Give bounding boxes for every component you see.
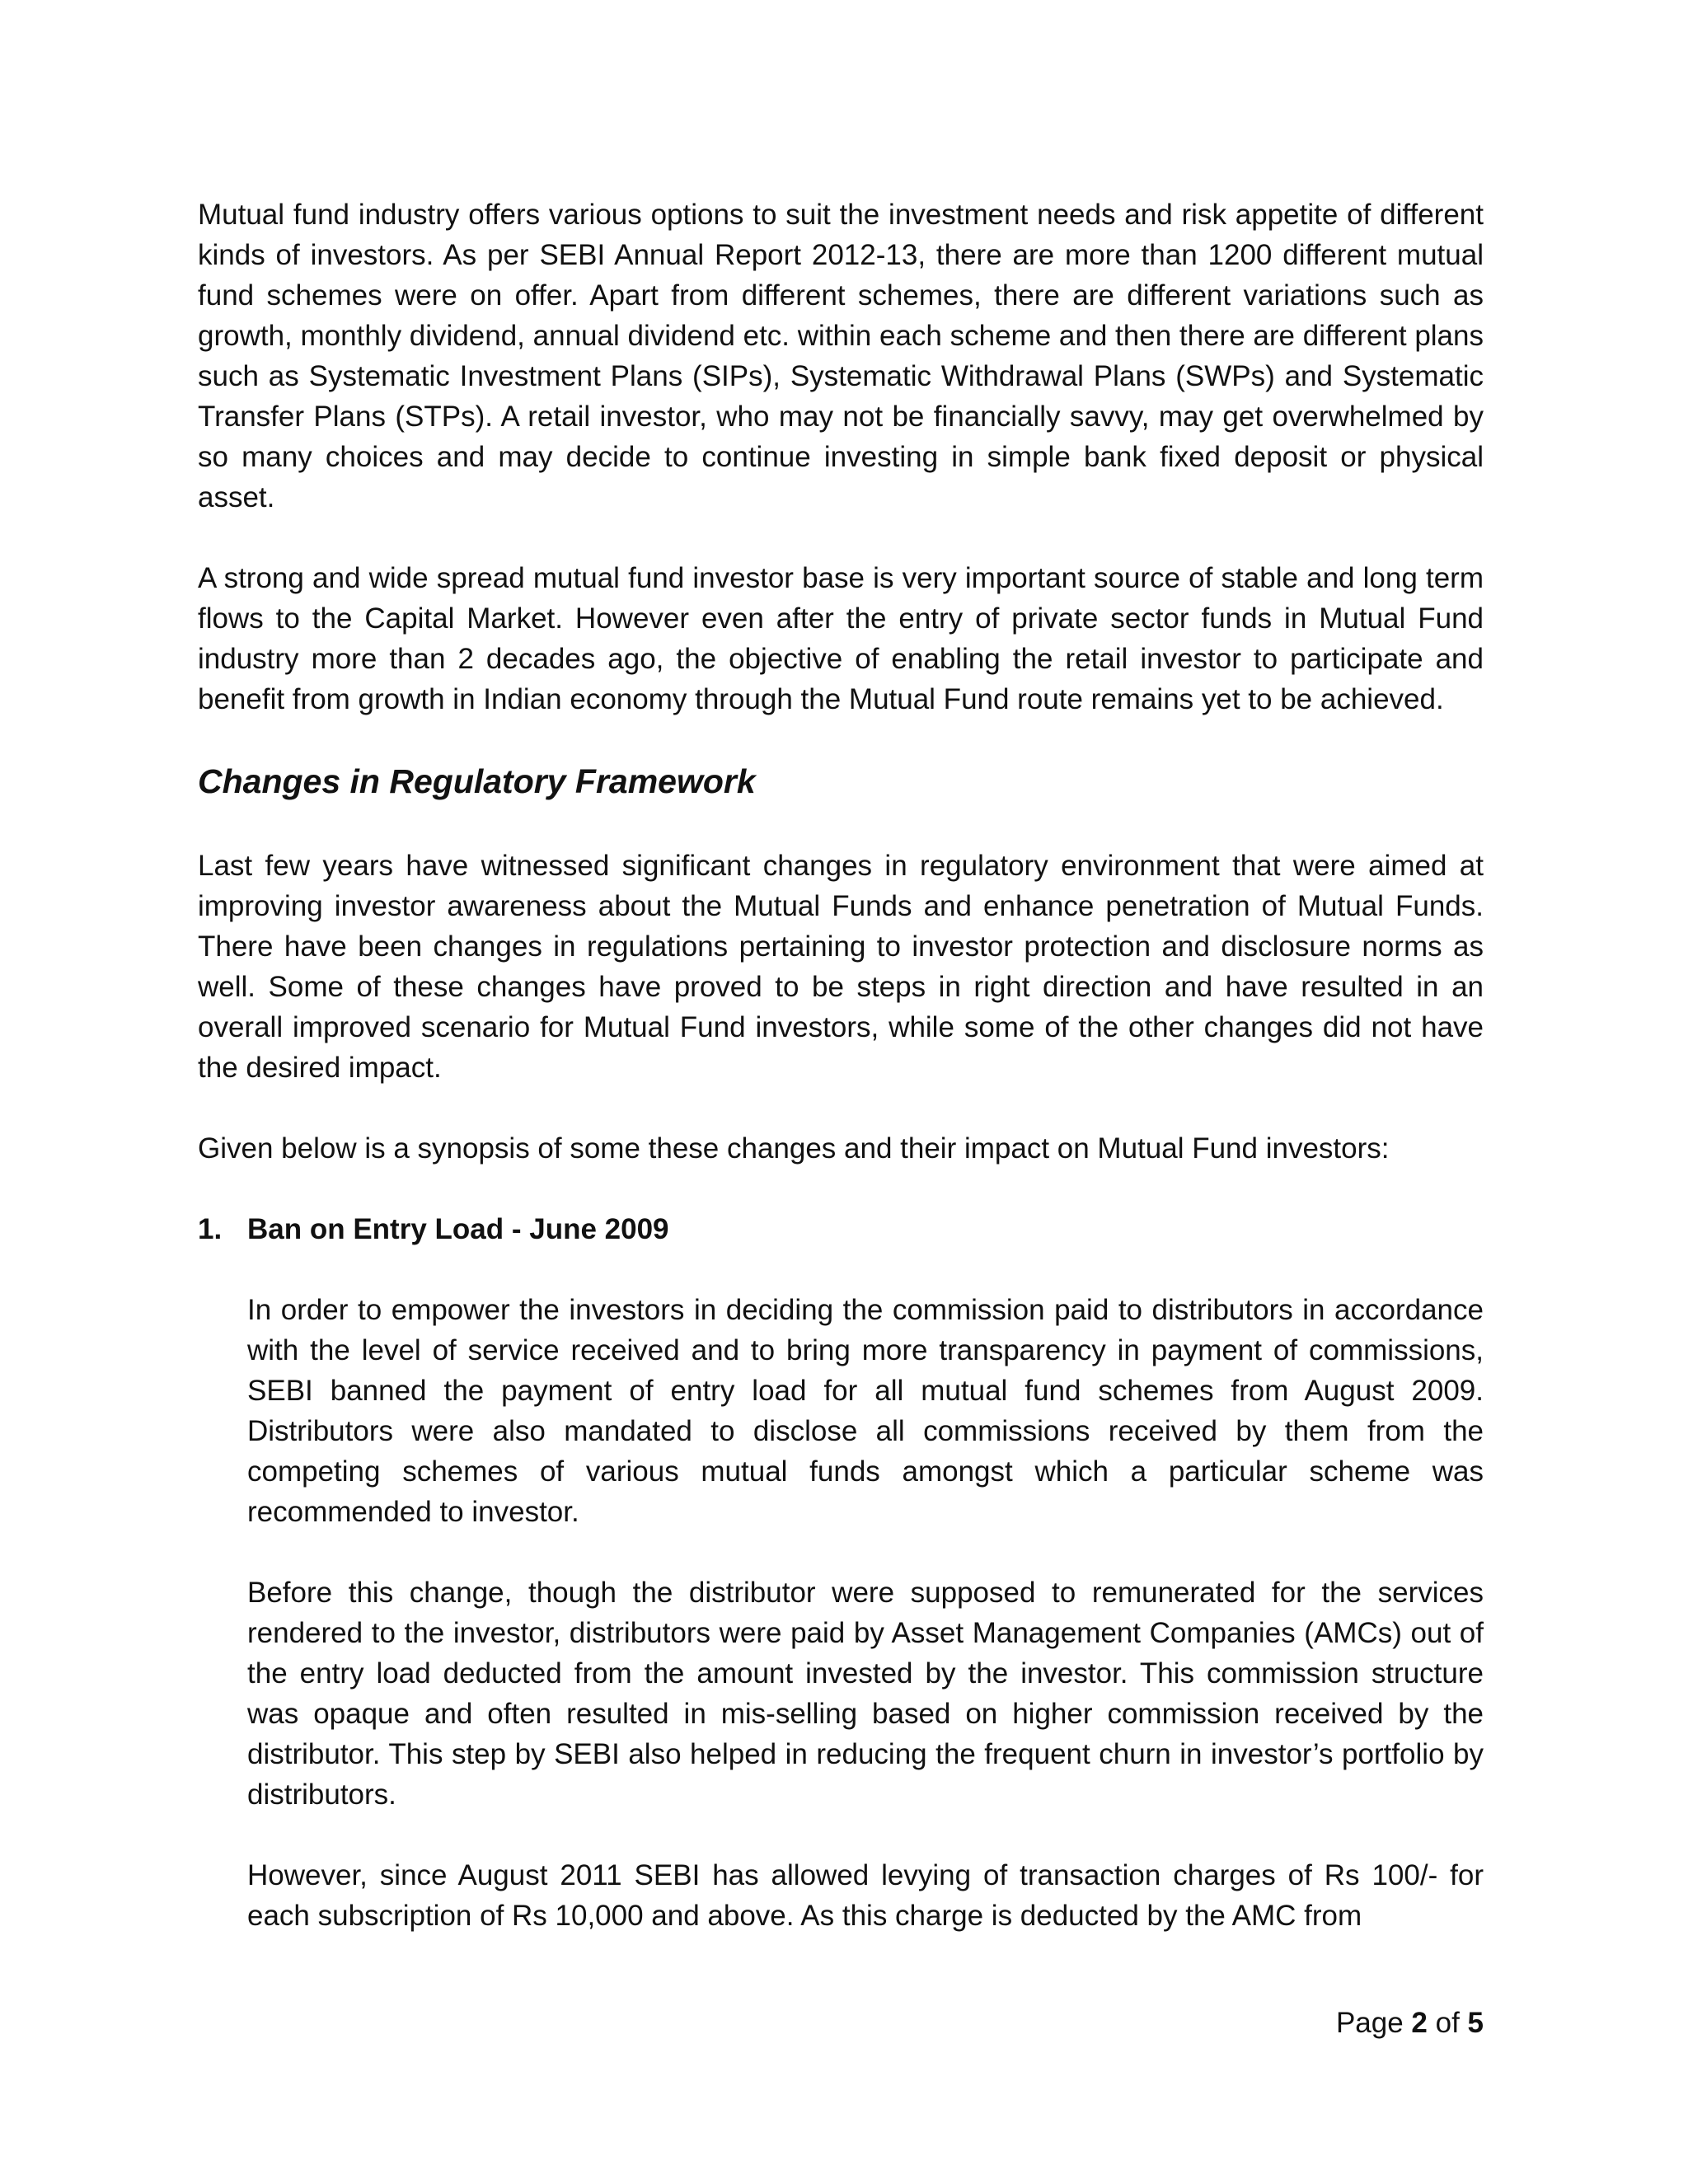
intro-paragraph-2: A strong and wide spread mutual fund investor base is very important source of stable and long term flows to the Capital Market. However even after the entry of private sector funds in Mutual Fund industry more than 2 decades ago, the objective of enabling the retail investor to participate and benefit from growth in Indian economy through the Mutual Fund route remains yet to be achieved. (198, 562, 1484, 715)
section-heading: Changes in Regulatory Framework (198, 762, 756, 800)
page-content (198, 194, 1484, 1936)
list-item-paragraph-3: However, since August 2011 SEBI has allowed levying of transaction charges of Rs 100/- for each subscription of Rs 10,000 and above. As this charge is deducted by the AMC from (247, 1859, 1484, 1932)
intro-paragraph-1: Mutual fund industry offers various options to suit the investment needs and risk appetite of different kinds of investors. As per SEBI Annual Report 2012-13, there are more than 1200 different mutual fund schemes were on offer. Apart from different schemes, there are different variations such as growth, monthly dividend, annual dividend etc. within each scheme and then there are different plans such as Systematic Investment Plans (SIPs), Systematic Withdrawal Plans (SWPs) and Systematic Transfer Plans (STPs). A retail investor, who may not be financially savvy, may get overwhelmed by so many choices and may decide to continue investing in simple bank fixed deposit or physical asset. (198, 199, 1484, 513)
page-label-prefix: Page (1335, 2007, 1412, 2039)
page-number-footer (1336, 2003, 1484, 2043)
section-paragraph-2: Given below is a synopsis of some these changes and their impact on Mutual Fund investors: (198, 1132, 1390, 1165)
list-item-title (198, 1209, 1484, 1249)
total-page-count: 5 (1467, 2007, 1484, 2039)
current-page-number: 2 (1411, 2007, 1428, 2039)
list-item-title-text: Ban on Entry Load - June 2009 (247, 1213, 669, 1245)
list-item-number: 1. (198, 1213, 223, 1245)
list-item-body (247, 1290, 1484, 1936)
section-paragraph-1: Last few years have witnessed significant changes in regulatory environment that were aimed at improving investor awareness about the Mutual Funds and enhance penetration of Mutual Funds. There have been changes in regulations pertaining to investor protection and disclosure norms as well. Some of these changes have proved to be steps in right direction and have resulted in an overall improved scenario for Mutual Fund investors, while some of the other changes did not have the desired impact. (198, 850, 1484, 1084)
list-item-paragraph-2: Before this change, though the distributor were supposed to remunerated for the services rendered to the investor, distributors were paid by Asset Management Companies (AMCs) out of the entry load deducted from the amount invested by the investor. This commission structure was opaque and often resulted in mis-selling based on higher commission received by the distributor. This step by SEBI also helped in reducing the frequent churn in investor’s portfolio by distributors. (247, 1577, 1484, 1811)
list-item-paragraph-1: In order to empower the investors in deciding the commission paid to distributors in accordance with the level of service received and to bring more transparency in payment of commissions, SEBI banned the payment of entry load for all mutual fund schemes from August 2009. Distributors were also mandated to disclose all commissions received by them from the competing schemes of various mutual funds amongst which a particular scheme was recommended to investor. (247, 1294, 1484, 1528)
page-label-middle: of (1427, 2007, 1468, 2039)
